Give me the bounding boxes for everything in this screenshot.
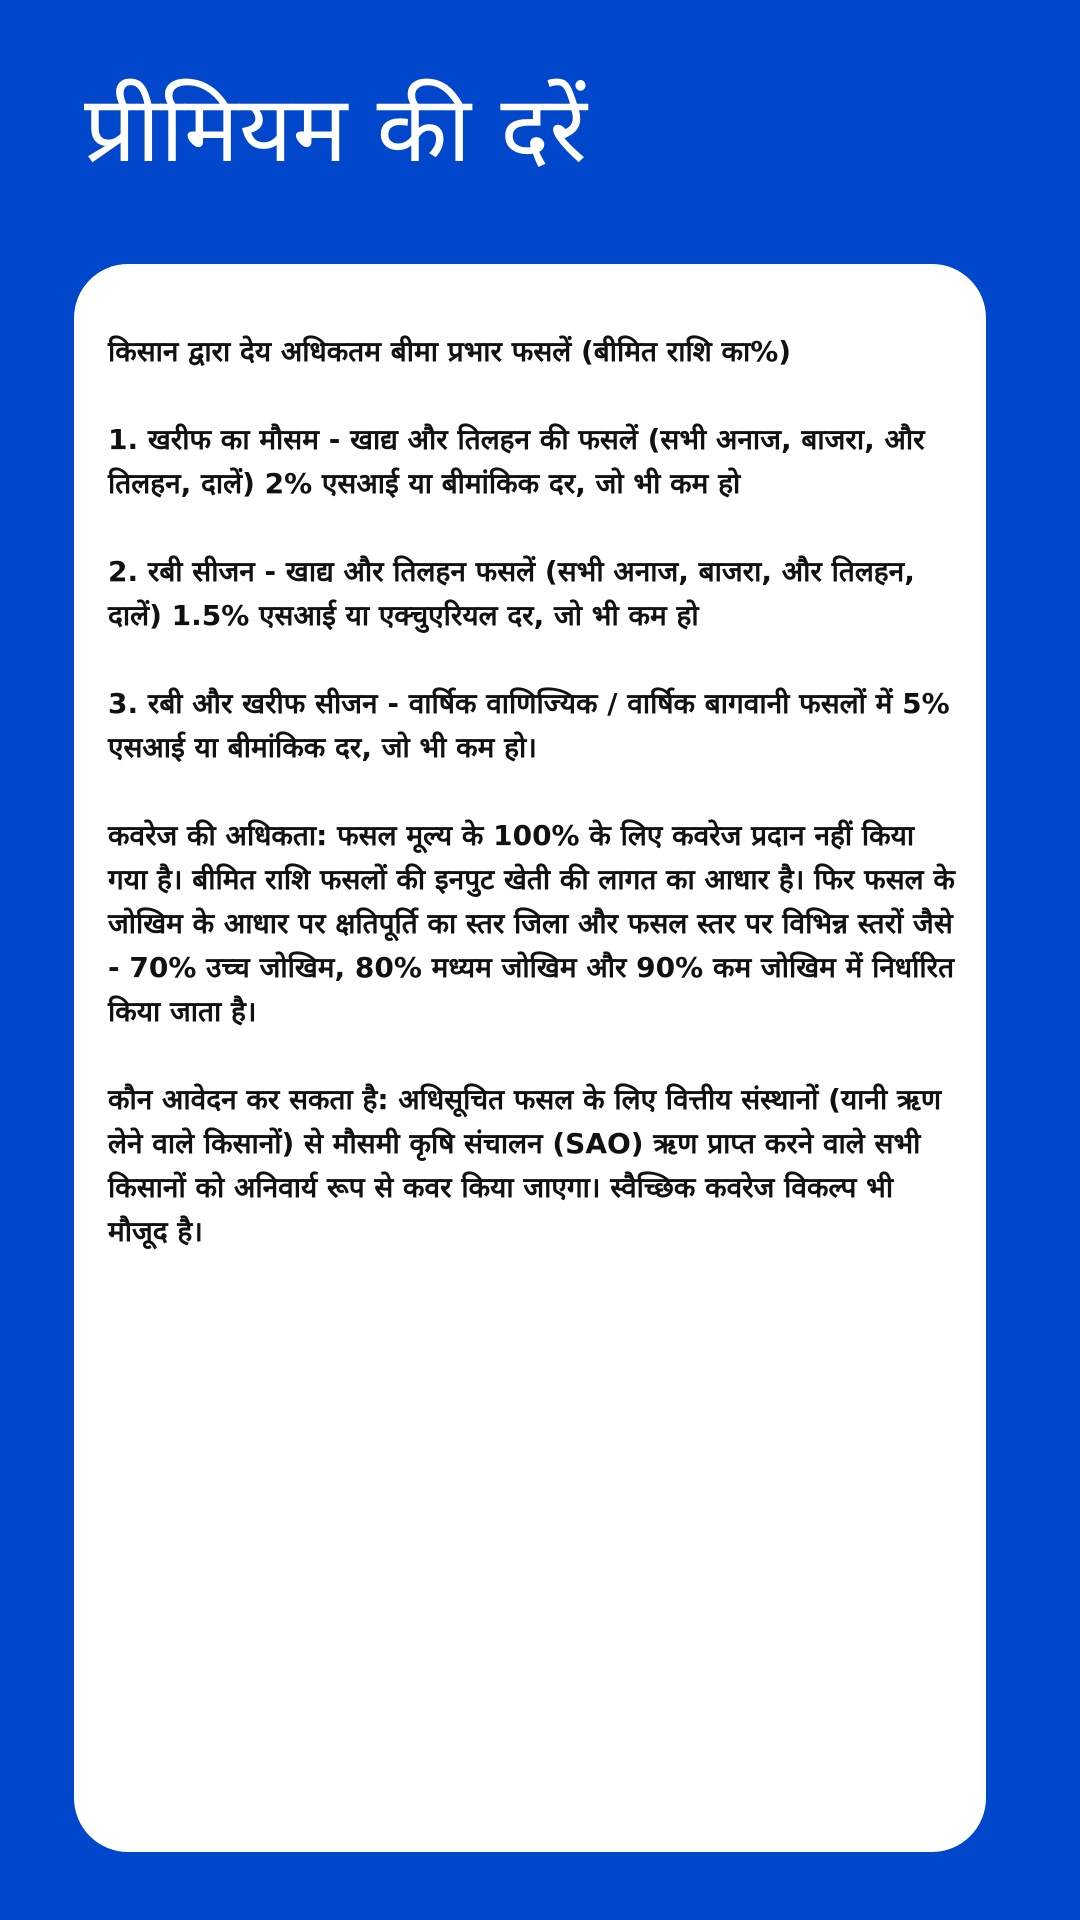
intro-paragraph: किसान द्वारा देय अधिकतम बीमा प्रभार फसलें (बीमित राशि का%) — [108, 335, 792, 368]
commercial-rate-paragraph: 3. रबी और खरीफ सीजन - वार्षिक वाणिज्यिक / वार्षिक बागवानी फसलों में 5% एसआई या बीमांकिक दर, जो भी कम हो। — [108, 687, 950, 764]
kharif-rate-paragraph: 1. खरीफ का मौसम - खाद्य और तिलहन की फसलें (सभी अनाज, बाजरा, और तिलहन, दालें) 2% एसआई या बीमांकिक दर, जो भी कम हो — [108, 423, 925, 500]
content-card — [74, 264, 986, 1852]
coverage-paragraph: कवरेज की अधिकता: फसल मूल्य के 100% के लिए कवरेज प्रदान नहीं किया गया है। बीमित राशि फसलों की इनपुट खेती की लागत का आधार है। फिर फसल के जोखिम के आधार पर क्षतिपूर्ति का स्तर जिला और फसल स्तर पर विभिन्न स्तरों जैसे - 70% उच्च जोखिम, 80% मध्यम जोखिम और 90% कम जोखिम में निर्धारित किया जाता है। — [108, 819, 955, 1028]
page-title: प्रीमियम की दरें — [84, 76, 587, 183]
premium-rates-text — [108, 330, 958, 1298]
eligibility-paragraph: कौन आवेदन कर सकता है: अधिसूचित फसल के लिए वित्तीय संस्थानों (यानी ऋण लेने वाले किसानों) से मौसमी कृषि संचालन (SAO) ऋण प्राप्त करने वाले सभी किसानों को अनिवार्य रूप से कवर किया जाएगा। स्वैच्छिक कवरेज विकल्प भी मौजूद है। — [108, 1083, 942, 1248]
rabi-rate-paragraph: 2. रबी सीजन - खाद्य और तिलहन फसलें (सभी अनाज, बाजरा, और तिलहन, दालें) 1.5% एसआई या एक्चुएरियल दर, जो भी कम हो — [108, 555, 915, 632]
